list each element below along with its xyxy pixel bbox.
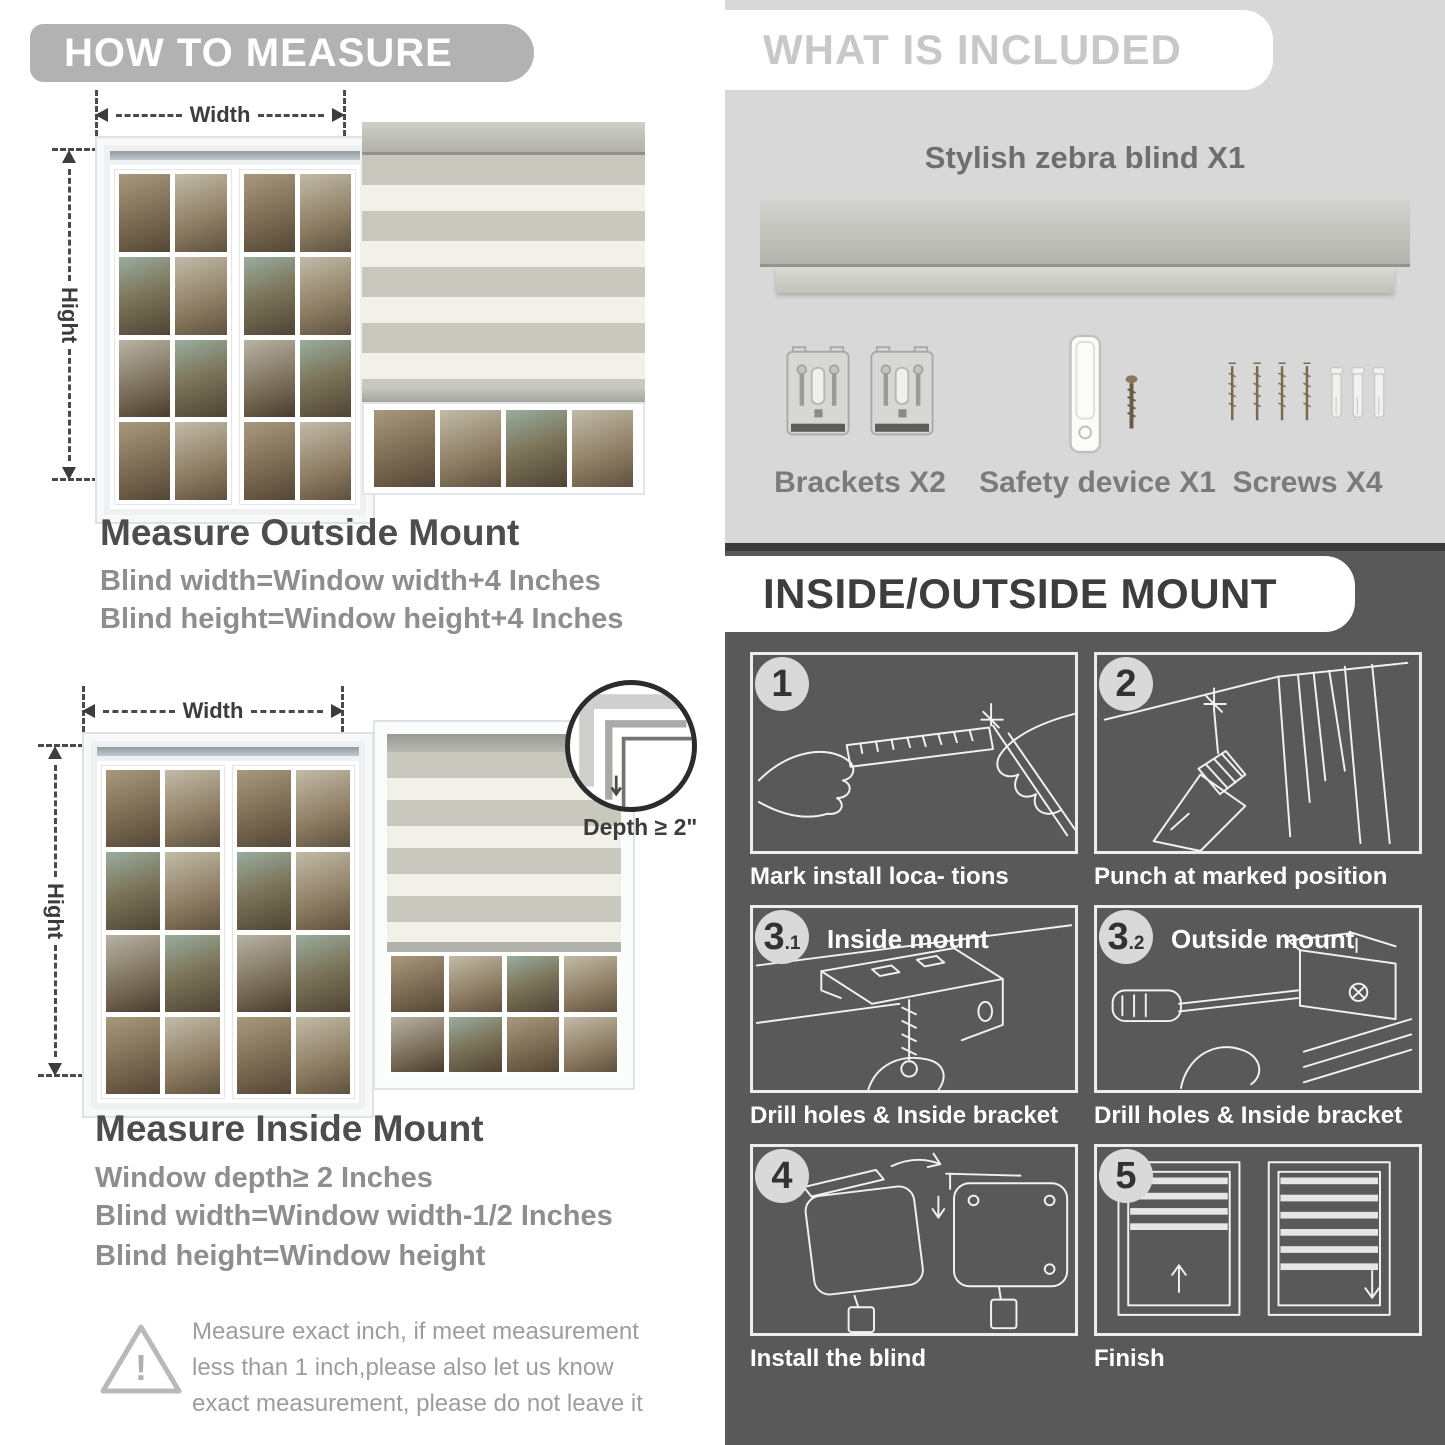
inside-rule-depth: Window depth≥ 2 Inches [95, 1162, 433, 1194]
step-3-1-art [750, 905, 1078, 1093]
window-illustration-inside [82, 732, 374, 1118]
zebra-blind-outside-illustration [362, 122, 645, 495]
window-illustration-outside [95, 136, 375, 524]
screws-icon [1218, 340, 1403, 452]
safety-device-icon [1040, 332, 1160, 460]
blind-headrail-graphic [760, 200, 1410, 293]
step-3-2-title: Outside mount [1171, 924, 1355, 954]
warning-text: Measure exact inch, if meet measurement less than 1 inch,please also let us know exact measurement, please do not leave it [192, 1318, 643, 1417]
outside-rule-width: Blind width=Window width+4 Inches [100, 565, 601, 597]
arrow-down-icon [62, 467, 76, 480]
outside-rule-height: Blind height=Window height+4 Inches [100, 603, 624, 635]
headrail-top [760, 200, 1410, 267]
blind-bottom-rail [362, 387, 645, 402]
step-badge: 4 [755, 1149, 809, 1203]
window-sash [114, 169, 232, 505]
arrow-up-icon [62, 150, 76, 163]
arrow-right-icon [331, 704, 344, 718]
step-2-art [1094, 652, 1422, 854]
included-header-label: WHAT IS INCLUDED [763, 26, 1182, 73]
step-3-2-art [1094, 905, 1422, 1093]
step-3-1-caption: Drill holes & Inside bracket [750, 1102, 1059, 1129]
arrow-down-icon [48, 1063, 62, 1076]
height-arrow [42, 746, 68, 1076]
window-top-shadow [110, 151, 360, 160]
blind-stripes [362, 155, 645, 387]
step-badge: 3 .2 [1099, 910, 1153, 964]
warning-exclamation: ! [135, 1347, 147, 1388]
step-4-caption: Install the blind [750, 1345, 927, 1372]
bracket-icon [866, 338, 938, 450]
inside-rule-width: Blind width=Window width-1/2 Inches [95, 1200, 613, 1232]
window-sash [101, 765, 225, 1099]
step-4 [750, 1144, 1078, 1373]
window-top-shadow [97, 747, 359, 756]
mount-header-label: INSIDE/OUTSIDE MOUNT [763, 570, 1278, 617]
step-2 [1094, 652, 1422, 891]
arrow-left-icon [95, 108, 108, 122]
step-5-art [1094, 1144, 1422, 1336]
measure-outside-heading: Measure Outside Mount [100, 512, 520, 553]
step-1-caption: Mark install loca- tions [750, 863, 1009, 890]
window-sash [232, 765, 356, 1099]
window-below-blind [387, 952, 621, 1076]
bracket-icon [782, 338, 854, 450]
step-3-2-caption: Drill holes & Inside bracket [1094, 1102, 1403, 1129]
item-label-brackets: Brackets X2 [774, 466, 946, 499]
blind-product-label: Stylish zebra blind X1 [924, 140, 1246, 175]
step-2-caption: Punch at marked position [1094, 863, 1388, 890]
depth-magnifier-icon [565, 680, 697, 812]
arrow-left-icon [82, 704, 95, 718]
step-3-2 [1094, 905, 1422, 1130]
width-label: Width [182, 698, 244, 723]
height-label: Hight [43, 882, 68, 940]
height-arrow [56, 150, 82, 480]
height-label: Hight [57, 286, 82, 344]
frame-corner-detail [570, 685, 692, 807]
step-1-art [750, 652, 1078, 854]
step-5 [1094, 1144, 1422, 1373]
inside-rule-height: Blind height=Window height [95, 1240, 486, 1272]
window-sash [239, 169, 357, 505]
blind-bottom-rail [387, 942, 621, 952]
warning-triangle-icon [98, 1320, 184, 1398]
measure-inside-heading: Measure Inside Mount [95, 1108, 484, 1149]
step-3-1-title: Inside mount [827, 924, 989, 954]
item-label-safety-device: Safety device X1 [979, 466, 1216, 499]
step-3-1 [750, 905, 1078, 1130]
width-arrow [95, 102, 345, 128]
depth-label: Depth ≥ 2" [583, 814, 698, 840]
step-badge: 5 [1099, 1149, 1153, 1203]
arrow-up-icon [48, 746, 62, 759]
step-1 [750, 652, 1078, 891]
included-header-box [725, 10, 1273, 90]
headrail-under [776, 267, 1394, 293]
step-badge: 1 [755, 657, 809, 711]
step-4-art [750, 1144, 1078, 1336]
width-arrow [82, 698, 344, 724]
item-label-screws: Screws X4 [1232, 466, 1383, 499]
step-badge: 3 .1 [755, 910, 809, 964]
how-to-measure-header [30, 24, 534, 82]
arrow-right-icon [332, 108, 345, 122]
window-below-blind [362, 402, 645, 495]
section-divider [725, 543, 1445, 551]
width-label: Width [189, 102, 251, 127]
installation-steps [750, 652, 1422, 1373]
step-5-caption: Finish [1094, 1345, 1165, 1372]
blind-cassette [362, 122, 645, 155]
mount-header-box [725, 556, 1355, 632]
how-to-measure-label: HOW TO MEASURE [64, 30, 453, 75]
step-badge: 2 [1099, 657, 1153, 711]
